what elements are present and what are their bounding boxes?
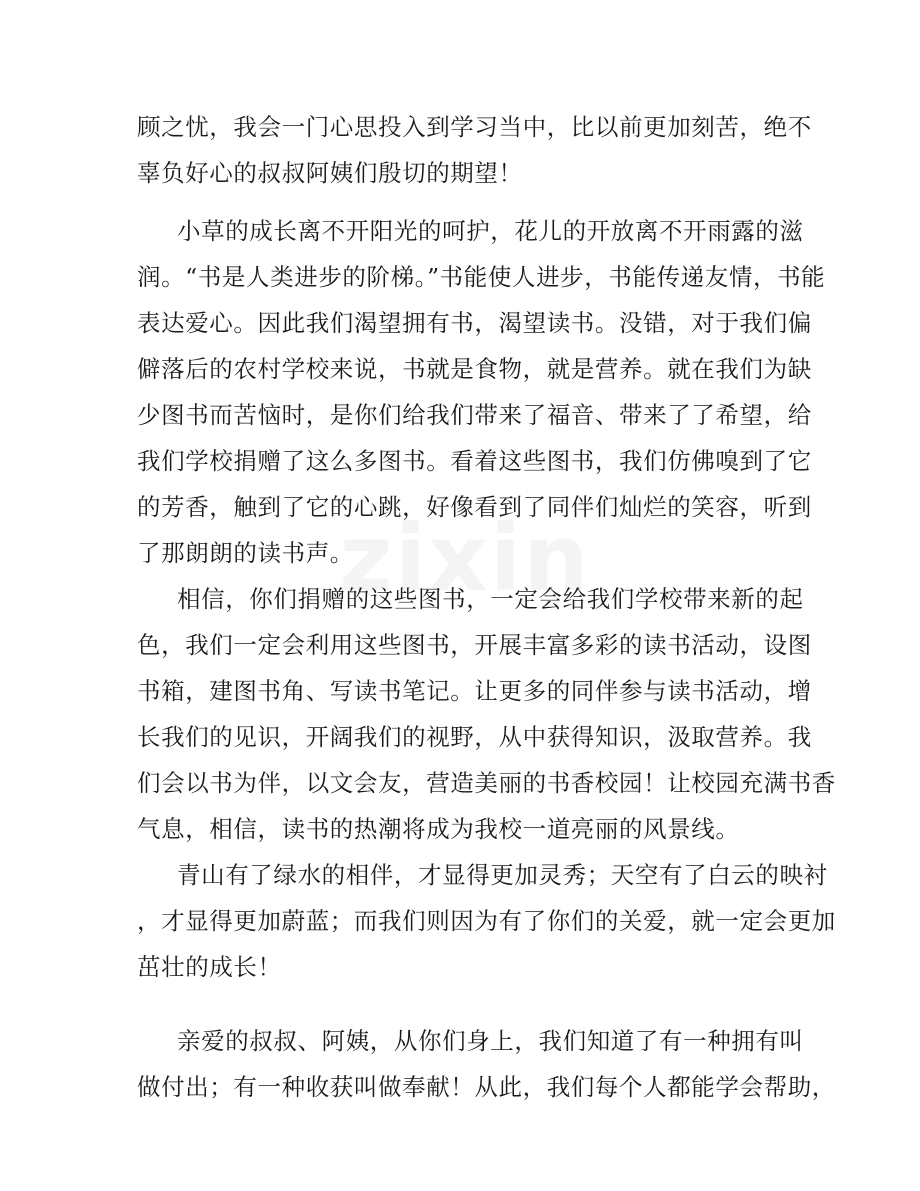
paragraph-2 (137, 208, 826, 576)
paragraph-line: 青山有了绿水的相伴，才显得更加灵秀；天空有了白云的映衬 (177, 861, 828, 889)
paragraph-line: 气息，相信，读书的热潮将成为我校一道亮丽的风景线。 (137, 815, 740, 843)
paragraph-line: 书箱，建图书角、写读书笔记。让更多的同伴参与读书活动，增 (137, 677, 812, 705)
paragraph-line: 少图书而苦恼时，是你们给我们带来了福音、带来了了希望，给 (137, 401, 812, 429)
paragraph-line: 色，我们一定会利用这些图书，开展丰富多彩的读书活动，设图 (137, 631, 812, 659)
paragraph-line: 的芳香，触到了它的心跳，好像看到了同伴们灿烂的笑容，听到 (137, 493, 812, 521)
paragraph-line: 我们学校捐赠了这么多图书。看着这些图书，我们仿佛嗅到了它 (137, 447, 812, 475)
paragraph-line: 表达爱心。因此我们渴望拥有书，渴望读书。没错，对于我们偏 (137, 309, 812, 337)
paragraph-line: 僻落后的农村学校来说，书就是食物，就是营养。就在我们为缺 (137, 355, 812, 383)
paragraph-line: 茁壮的成长！ (137, 953, 282, 981)
paragraph-1 (137, 104, 812, 196)
paragraph-3 (137, 576, 836, 852)
paragraph-5 (137, 1018, 836, 1110)
paragraph-line: 小草的成长离不开阳光的呵护，花儿的开放离不开雨露的滋 (177, 217, 804, 245)
paragraph-line: 长我们的见识，开阔我们的视野，从中获得知识，汲取营养。我 (137, 723, 812, 751)
paragraph-line: 辜负好心的叔叔阿姨们殷切的期望！ (137, 159, 523, 187)
paragraph-line: 了那朗朗的读书声。 (137, 539, 354, 567)
paragraph-line: 相信，你们捐赠的这些图书，一定会给我们学校带来新的起 (177, 585, 804, 613)
paragraph-4 (137, 852, 836, 990)
paragraph-line: 们会以书为伴，以文会友，营造美丽的书香校园！让校园充满书香 (137, 769, 836, 797)
paragraph-line: 顾之忧，我会一门心思投入到学习当中，比以前更加刻苦，绝不 (137, 113, 812, 141)
paragraph-line: 润。“书是人类进步的阶梯。”书能使人进步，书能传递友情，书能 (137, 263, 826, 291)
paragraph-line: 做付出；有一种收获叫做奉献！从此，我们每个人都能学会帮助， (137, 1073, 836, 1101)
paragraph-line: ，才显得更加蔚蓝；而我们则因为有了你们的关爱，就一定会更加 (137, 907, 836, 935)
paragraph-line: 亲爱的叔叔、阿姨，从你们身上，我们知道了有一种拥有叫 (177, 1027, 804, 1055)
